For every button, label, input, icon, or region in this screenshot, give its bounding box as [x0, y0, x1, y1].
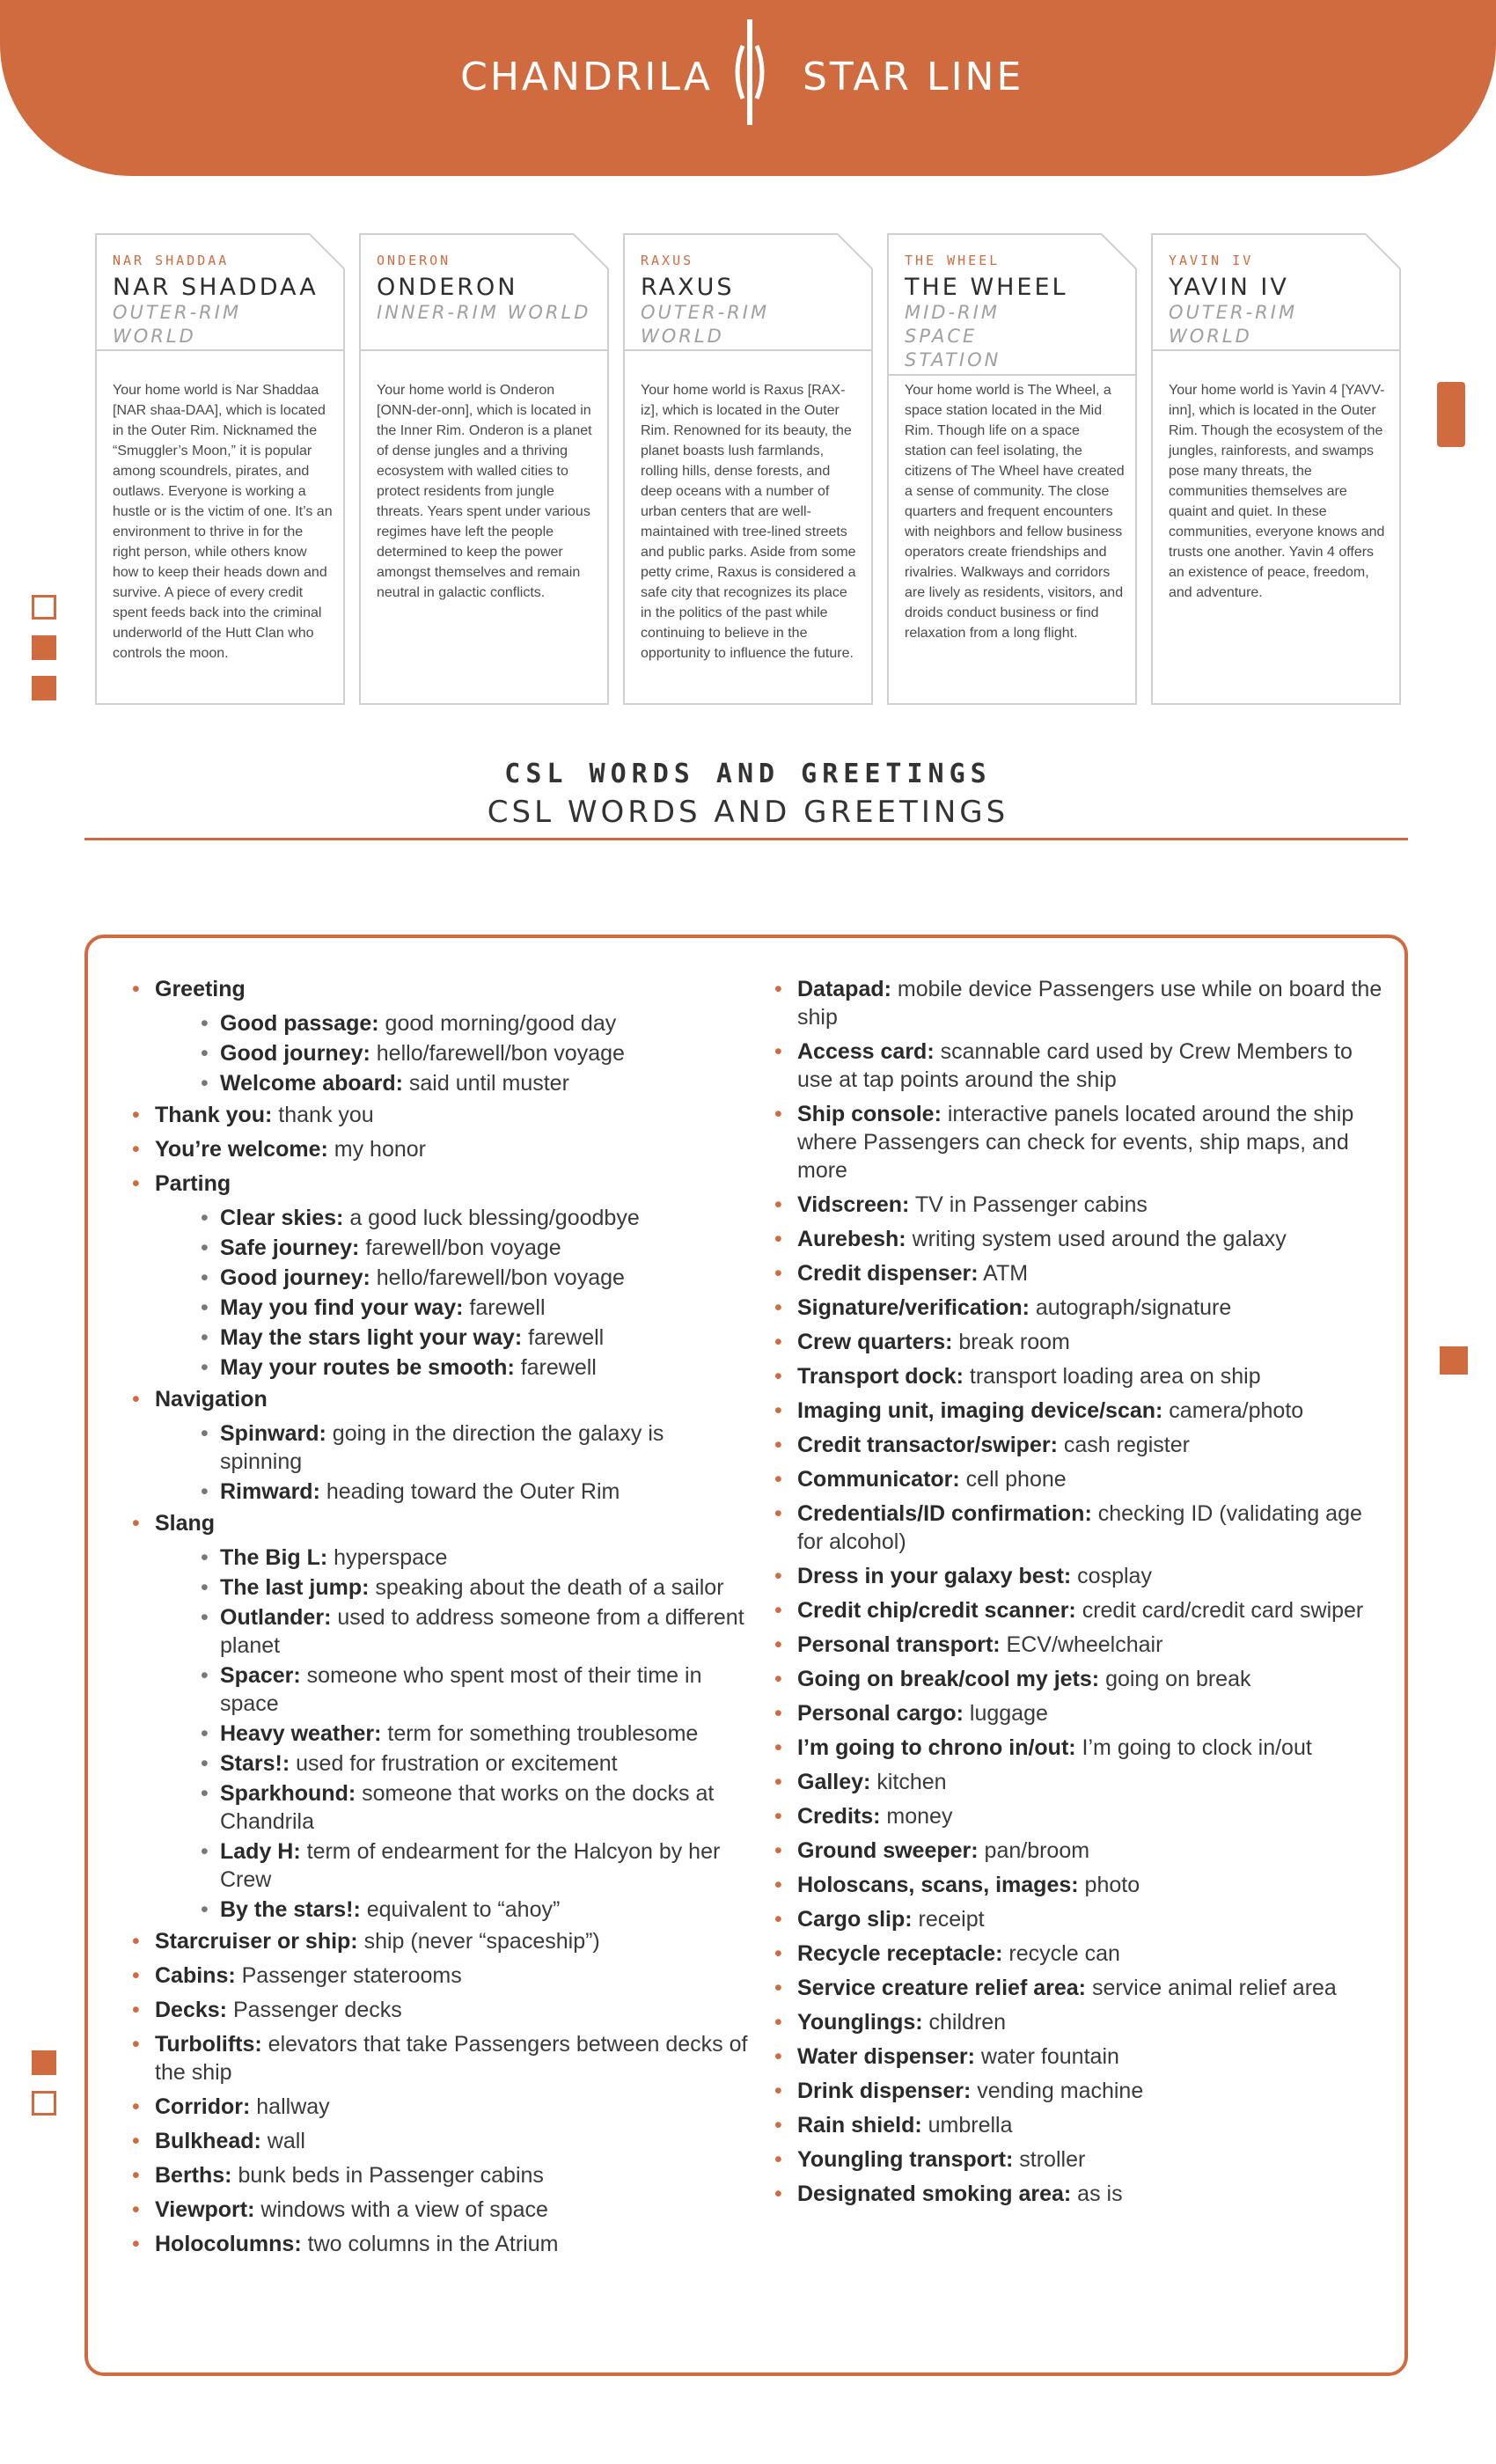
glossary-term: Parting [155, 1171, 231, 1196]
glossary-definition: thank you [272, 1103, 374, 1127]
glossary-entry-personal-cargo [774, 1699, 1390, 1727]
glossary-entry-turbolifts [132, 2030, 748, 2086]
glossary-term: Greeting [155, 977, 246, 1001]
glossary-subentry-stars [132, 1749, 748, 1778]
glossary-subentry-clear-skies [132, 1204, 748, 1232]
glossary-definition: farewell [522, 1325, 605, 1350]
glossary-term: Credit transactor/swiper: [797, 1433, 1058, 1457]
glossary-definition: ECV/wheelchair [1000, 1632, 1163, 1657]
card-onderon [359, 233, 609, 705]
glossary-term: Rain shield: [797, 2113, 922, 2138]
glossary-term: May the stars light your way: [220, 1325, 523, 1350]
glossary-definition: pan/broom [978, 1838, 1090, 1863]
glossary-entry-transport-dock [774, 1362, 1390, 1390]
glossary-term: Thank you: [155, 1103, 273, 1127]
glossary-entry-corridor [132, 2093, 748, 2121]
glossary-term: Welcome aboard: [220, 1071, 403, 1096]
glossary-left-column [132, 975, 748, 2264]
glossary-entry-going-on-break-cool-my-jets [774, 1665, 1390, 1693]
card-divider [97, 349, 343, 351]
glossary-term: Holoscans, scans, images: [797, 1873, 1079, 1897]
glossary-definition: hello/farewell/bon voyage [370, 1041, 625, 1066]
glossary-entry-credit-chip-credit-scanner [774, 1596, 1390, 1624]
glossary-definition: farewell [463, 1295, 546, 1320]
glossary-definition: someone who spent most of their time in space [220, 1663, 702, 1716]
glossary-term: May you find your way: [220, 1295, 464, 1320]
glossary-entry-you-re-welcome [132, 1135, 748, 1163]
glossary-definition: someone that works on the docks at Chandrila [220, 1781, 715, 1834]
card-description: Your home world is Yavin 4 [YAVV-inn], which is located in the Outer Rim. Though the ecosystem of the jungles, rainforests, and swamps pose many threats, the communities themselves are quaint and quiet. In these communities, everyone knows and trusts one another. Yavin 4 offers an existence of peace, freedom, and adventure. [1169, 383, 1385, 600]
glossary-term: Crew quarters: [797, 1330, 953, 1354]
glossary-sublist [132, 1544, 748, 1924]
glossary-definition: service animal relief area [1086, 1976, 1337, 2000]
glossary-definition: luggage [963, 1701, 1048, 1726]
glossary-entry-datapad [774, 975, 1390, 1031]
glossary-term: Holocolumns: [155, 2232, 302, 2256]
card-nar-shaddaa [95, 233, 345, 705]
glossary-entry-i-m-going-to-chrono-in-out [774, 1734, 1390, 1762]
section-heading [0, 759, 1496, 830]
glossary-term: Designated smoking area: [797, 2182, 1072, 2206]
glossary-entry-navigation [132, 1385, 748, 1413]
card-description: Your home world is Onderon [ONN-der-onn], which is located in the Inner Rim. Onderon is a planet of dense jungles and a thriving ecosystem with walled cities to protect residents from jungle threats. Years spent under various regimes have left the people determined to keep the power amongst themselves and remain neutral in galactic conflicts. [377, 383, 592, 600]
glossary-term: Dress in your galaxy best: [797, 1564, 1072, 1588]
glossary-definition: I’m going to clock in/out [1075, 1735, 1312, 1760]
glossary-definition: as is [1071, 2182, 1123, 2206]
glossary-definition: bunk beds in Passenger cabins [231, 2163, 544, 2188]
glossary-entry-rain-shield [774, 2111, 1390, 2139]
glossary-term: Ship console: [797, 1102, 942, 1126]
glossary-term: Outlander: [220, 1605, 332, 1630]
card-title: YAVIN IV [1169, 274, 1289, 301]
glossary-term: Credentials/ID confirmation: [797, 1501, 1092, 1526]
glossary-subentry-spacer [132, 1661, 748, 1718]
glossary-definition: credit card/credit card swiper [1075, 1598, 1364, 1623]
glossary-entry-personal-transport [774, 1631, 1390, 1659]
card-type: MID-RIM SPACE STATION [905, 302, 1001, 370]
glossary-subentry-good-journey [132, 1264, 748, 1292]
glossary-subentry-may-your-routes-be-smooth [132, 1353, 748, 1382]
card-aurebesh: ONDERON [377, 253, 451, 268]
glossary-definition: said until muster [402, 1071, 569, 1096]
glossary-definition: umbrella [921, 2113, 1013, 2138]
glossary-definition: writing system used around the galaxy [906, 1227, 1287, 1251]
glossary-definition: stroller [1013, 2147, 1086, 2172]
glossary-term: Vidscreen: [797, 1192, 910, 1217]
glossary-term: Safe journey: [220, 1236, 360, 1260]
glossary-term: Turbolifts: [155, 2032, 262, 2057]
glossary-subentry-heavy-weather [132, 1720, 748, 1748]
glossary-term: Corridor: [155, 2094, 251, 2119]
section-divider [84, 838, 1408, 840]
card-divider [889, 374, 1135, 376]
card-divider [361, 349, 607, 351]
brand-name-left: CHANDRILA [460, 55, 713, 99]
glossary-definition: cosplay [1071, 1564, 1152, 1588]
glossary-definition: elevators that take Passengers between decks of the ship [155, 2032, 748, 2085]
glossary-subentry-may-the-stars-light-your-way [132, 1324, 748, 1352]
glossary-term: Imaging unit, imaging device/scan: [797, 1398, 1163, 1423]
card-aurebesh: THE WHEEL [905, 253, 1001, 268]
card-the-wheel [887, 233, 1137, 705]
glossary-entry-credit-transactor-swiper [774, 1431, 1390, 1459]
glossary-term: Spacer: [220, 1663, 301, 1688]
glossary-term: Cargo slip: [797, 1907, 913, 1932]
glossary-definition: equivalent to “ahoy” [360, 1897, 561, 1922]
glossary-definition: cell phone [959, 1467, 1067, 1492]
card-title: RAXUS [641, 274, 735, 301]
glossary-entry-communicator [774, 1465, 1390, 1493]
glossary-term: Credit chip/credit scanner: [797, 1598, 1076, 1623]
glossary-definition: kitchen [870, 1770, 947, 1794]
glossary-entry-greeting [132, 975, 748, 1003]
chandrila-star-line-logo-icon [732, 19, 767, 125]
glossary-term: Good journey: [220, 1265, 370, 1290]
glossary-definition: hallway [250, 2094, 330, 2119]
glossary-entry-dress-in-your-galaxy-best [774, 1562, 1390, 1590]
glossary-subentry-good-passage [132, 1009, 748, 1038]
glossary-entry-signature-verification [774, 1294, 1390, 1322]
glossary-definition: TV in Passenger cabins [909, 1192, 1148, 1217]
card-divider [625, 349, 871, 351]
card-type: OUTER-RIM WORLD [113, 302, 242, 347]
glossary-term: Stars!: [220, 1751, 290, 1776]
glossary-term: Bulkhead: [155, 2129, 261, 2153]
glossary-entry-berths [132, 2161, 748, 2189]
glossary-term: Rimward: [220, 1479, 320, 1504]
glossary-definition: used for frustration or excitement [290, 1751, 618, 1776]
glossary-subentry-sparkhound [132, 1779, 748, 1836]
brand [0, 55, 1496, 107]
glossary-term: Personal transport: [797, 1632, 1001, 1657]
glossary-term: Sparkhound: [220, 1781, 356, 1806]
glossary-subentry-outlander [132, 1603, 748, 1660]
card-description: Your home world is The Wheel, a space station located in the Mid Rim. Though life on a space station can feel isolating, the citizens of The Wheel have created a sense of community. The close quarters and frequent encounters with neighbors and fellow business operators create friendships and rivalries. Walkways and corridors are lively as residents, visitors, and droids conduct business or find relaxation from a long flight. [905, 383, 1125, 641]
glossary-entry-drink-dispenser [774, 2077, 1390, 2105]
glossary-term: I’m going to chrono in/out: [797, 1735, 1076, 1760]
glossary-definition: farewell/bon voyage [359, 1236, 561, 1260]
glossary-entry-bulkhead [132, 2127, 748, 2155]
glossary-definition: heading toward the Outer Rim [319, 1479, 620, 1504]
glossary-subentry-may-you-find-your-way [132, 1294, 748, 1322]
section-title: CSL WORDS AND GREETINGS [487, 795, 1009, 830]
glossary-term: Credit dispenser: [797, 1261, 979, 1286]
glossary-term: Going on break/cool my jets: [797, 1667, 1100, 1691]
glossary-definition: speaking about the death of a sailor [369, 1575, 724, 1600]
decor-square-outline [32, 2091, 56, 2116]
glossary-definition: two columns in the Atrium [301, 2232, 559, 2256]
glossary-subentry-welcome-aboard [132, 1069, 748, 1097]
glossary-term: Aurebesh: [797, 1227, 906, 1251]
glossary-term: Lady H: [220, 1839, 301, 1864]
glossary-subentry-lady-h [132, 1837, 748, 1894]
glossary-term: Younglings: [797, 2010, 923, 2035]
glossary-subentry-good-journey [132, 1039, 748, 1067]
glossary-definition: hello/farewell/bon voyage [370, 1265, 625, 1290]
glossary-definition: transport loading area on ship [963, 1364, 1261, 1389]
glossary-term: Spinward: [220, 1421, 326, 1446]
glossary-entry-ground-sweeper [774, 1837, 1390, 1865]
glossary-term: You’re welcome: [155, 1137, 328, 1162]
glossary-definition: my honor [327, 1137, 426, 1162]
decor-square-filled [1440, 1346, 1468, 1375]
glossary-sublist [132, 1204, 748, 1382]
glossary-subentry-the-last-jump [132, 1573, 748, 1602]
glossary-entry-cabins [132, 1962, 748, 1990]
glossary-entry-crew-quarters [774, 1328, 1390, 1356]
glossary-term: By the stars!: [220, 1897, 361, 1922]
card-type: OUTER-RIM WORLD [641, 302, 770, 347]
glossary-term: Heavy weather: [220, 1721, 382, 1746]
glossary-term: Berths: [155, 2163, 232, 2188]
glossary-definition: camera/photo [1162, 1398, 1304, 1423]
glossary-entry-starcruiser-or-ship [132, 1927, 748, 1955]
glossary-entry-viewport [132, 2196, 748, 2224]
glossary-entry-galley [774, 1768, 1390, 1796]
glossary-entry-designated-smoking-area [774, 2180, 1390, 2208]
glossary-entry-decks [132, 1996, 748, 2024]
page-edge-tab [1437, 382, 1465, 447]
glossary-term: Signature/verification: [797, 1295, 1030, 1320]
glossary-definition: good morning/good day [378, 1011, 617, 1036]
glossary-entry-slang [132, 1509, 748, 1537]
glossary-term: Service creature relief area: [797, 1976, 1086, 2000]
glossary-term: Credits: [797, 1804, 881, 1829]
glossary-entry-imaging-unit-imaging-device-scan [774, 1397, 1390, 1425]
glossary-definition: going on break [1099, 1667, 1251, 1691]
glossary-definition: children [922, 2010, 1007, 2035]
glossary-term: Good journey: [220, 1041, 370, 1066]
section-title-aurebesh: CSL WORDS AND GREETINGS [504, 759, 992, 789]
glossary-term: Access card: [797, 1039, 935, 1064]
glossary-entry-holocolumns [132, 2230, 748, 2258]
glossary-definition: Passenger decks [227, 1998, 402, 2022]
card-divider [1153, 349, 1399, 351]
glossary-term: Datapad: [797, 977, 891, 1001]
glossary-term: Viewport: [155, 2197, 255, 2222]
card-description: Your home world is Nar Shaddaa [NAR shaa-DAA], which is located in the Outer Rim. Nicknamed the “Smuggler’s Moon,” it is popular among scoundrels, pirates, and outlaws. Everyone is working a hustle or is the victim of one. It’s an environment to thrive in for the right person, while others know how to keep their heads down and survive. A piece of every credit spent feeds back into the criminal underworld of the Hutt Clan who controls the moon. [113, 383, 333, 661]
glossary-term: Good passage: [220, 1011, 379, 1036]
decor-square-filled [32, 2050, 56, 2075]
glossary-definition: scannable card used by Crew Members to use at tap points around the ship [797, 1039, 1353, 1092]
glossary-term: Recycle receptacle: [797, 1941, 1003, 1966]
header-banner [0, 0, 1496, 176]
glossary-term: Drink dispenser: [797, 2079, 972, 2103]
glossary-entry-thank-you [132, 1101, 748, 1129]
glossary-term: Clear skies: [220, 1206, 344, 1230]
glossary-definition: autograph/signature [1029, 1295, 1232, 1320]
glossary-entry-cargo-slip [774, 1905, 1390, 1933]
glossary-term: Personal cargo: [797, 1701, 964, 1726]
glossary-entry-service-creature-relief-area [774, 1974, 1390, 2002]
glossary-subentry-rimward [132, 1478, 748, 1506]
glossary-entry-aurebesh [774, 1225, 1390, 1253]
glossary-definition: interactive panels located around the ship where Passengers can check for events, ship maps, and more [797, 1102, 1354, 1183]
glossary-term: Youngling transport: [797, 2147, 1014, 2172]
glossary-term: Galley: [797, 1770, 871, 1794]
card-aurebesh: RAXUS [641, 253, 694, 268]
glossary-entry-holoscans-scans-images [774, 1871, 1390, 1899]
glossary-definition: term of endearment for the Halcyon by her Crew [220, 1839, 721, 1892]
glossary-definition: farewell [514, 1355, 597, 1380]
glossary-definition: a good luck blessing/goodbye [343, 1206, 640, 1230]
glossary-sublist [132, 1009, 748, 1097]
glossary-definition: recycle can [1002, 1941, 1120, 1966]
decor-square-outline [32, 595, 56, 620]
glossary-subentry-safe-journey [132, 1234, 748, 1262]
glossary-definition: term for something troublesome [381, 1721, 699, 1746]
glossary-term: Cabins: [155, 1963, 236, 1988]
glossary-definition: going in the direction the galaxy is spinning [220, 1421, 664, 1474]
glossary-right-column [774, 975, 1390, 2214]
glossary-entry-vidscreen [774, 1191, 1390, 1219]
glossary-definition: checking ID (validating age for alcohol) [797, 1501, 1362, 1554]
decor-square-filled [32, 676, 56, 700]
glossary-entry-younglings [774, 2008, 1390, 2036]
glossary-entry-credit-dispenser [774, 1259, 1390, 1287]
glossary-entry-credits [774, 1802, 1390, 1830]
glossary-subentry-the-big-l [132, 1544, 748, 1572]
card-title: NAR SHADDAA [113, 274, 319, 301]
glossary-sublist [132, 1419, 748, 1506]
glossary-entry-access-card [774, 1038, 1390, 1094]
glossary-definition: photo [1078, 1873, 1140, 1897]
glossary-definition: hyperspace [327, 1545, 448, 1570]
glossary-definition: cash register [1057, 1433, 1190, 1457]
glossary-entry-water-dispenser [774, 2042, 1390, 2071]
glossary-definition: windows with a view of space [254, 2197, 548, 2222]
card-yavin-iv [1151, 233, 1401, 705]
glossary-term: May your routes be smooth: [220, 1355, 515, 1380]
glossary-entry-parting [132, 1170, 748, 1198]
glossary-term: Transport dock: [797, 1364, 964, 1389]
brand-name-right: STAR LINE [803, 55, 1024, 99]
glossary-term: Decks: [155, 1998, 227, 2022]
card-description: Your home world is Raxus [RAX-iz], which is located in the Outer Rim. Renowned for its beauty, the planet boasts lush farmlands, rolling hills, dense forests, and deep oceans with a number of urban centers that are well-maintained with tree-lined streets and public parks. Aside from some petty crime, Raxus is considered a safe city that recognizes its place in the politics of the past while continuing to believe in the opportunity to influence the future. [641, 383, 856, 661]
card-aurebesh: YAVIN IV [1169, 253, 1254, 268]
glossary-definition: ship (never “spaceship”) [357, 1929, 600, 1954]
glossary-definition: money [880, 1804, 953, 1829]
glossary-definition: wall [260, 2129, 305, 2153]
glossary-term: Starcruiser or ship: [155, 1929, 358, 1954]
glossary-entry-youngling-transport [774, 2145, 1390, 2174]
glossary-definition: break room [952, 1330, 1070, 1354]
glossary-entry-credentials-id-confirmation [774, 1500, 1390, 1556]
card-raxus [623, 233, 873, 705]
glossary-term: Communicator: [797, 1467, 960, 1492]
glossary-term: Slang [155, 1511, 216, 1536]
glossary-term: Navigation [155, 1387, 268, 1412]
glossary-definition: Passenger staterooms [235, 1963, 462, 1988]
card-title: ONDERON [377, 274, 518, 301]
card-title: THE WHEEL [905, 274, 1068, 301]
glossary-definition: mobile device Passengers use while on board the ship [797, 977, 1382, 1030]
glossary-term: Water dispenser: [797, 2044, 975, 2069]
glossary-definition: receipt [912, 1907, 985, 1932]
card-aurebesh: NAR SHADDAA [113, 253, 230, 268]
glossary-subentry-by-the-stars [132, 1896, 748, 1924]
glossary-definition: water fountain [974, 2044, 1119, 2069]
glossary-entry-recycle-receptacle [774, 1940, 1390, 1968]
glossary-subentry-spinward [132, 1419, 748, 1476]
decor-square-filled [32, 635, 56, 660]
glossary-definition: vending machine [971, 2079, 1144, 2103]
glossary-term: Ground sweeper: [797, 1838, 979, 1863]
glossary-term: The Big L: [220, 1545, 328, 1570]
glossary-entry-ship-console [774, 1100, 1390, 1184]
card-type: INNER-RIM WORLD [377, 302, 591, 323]
card-type: OUTER-RIM WORLD [1169, 302, 1298, 347]
glossary-definition: ATM [978, 1261, 1029, 1286]
glossary-term: The last jump: [220, 1575, 370, 1600]
glossary-definition: used to address someone from a different planet [220, 1605, 744, 1658]
